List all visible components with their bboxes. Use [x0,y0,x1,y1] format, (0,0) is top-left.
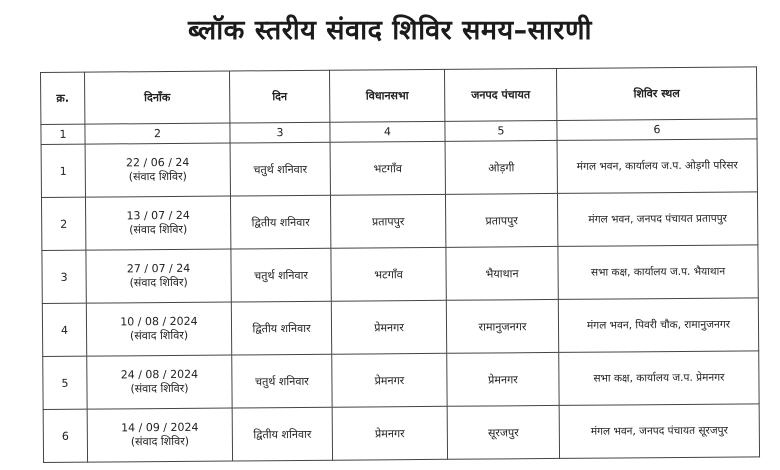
header-cell: दिनाँक [85,71,230,124]
day-cell: द्वितीय शनिवार [232,407,332,461]
vidhansabha-cell: प्रतापपुर [330,194,445,248]
column-number: 1 [41,124,85,144]
date: 27 / 07 / 24 [126,261,191,276]
header-cell: विधानसभा [329,69,444,122]
column-number: 4 [330,121,445,142]
header-cell: शिविर स्थल [556,67,756,121]
venue-cell: सभा कक्ष, कार्यालय ज.प. प्रेमनगर [559,351,759,406]
date-note: (संवाद शिविर) [129,328,189,343]
serial-number: 4 [42,303,86,356]
serial-number: 3 [42,250,86,303]
janpad-cell: रामानुजनगर [446,299,558,353]
vidhansabha-cell: प्रेमनगर [332,406,447,460]
janpad-cell: प्रेमनगर [447,352,559,406]
date: 13 / 07 / 24 [126,208,190,223]
table-row [43,404,759,463]
table-row [41,192,757,251]
date-cell [85,196,230,250]
table-row [42,245,758,304]
schedule-table [40,66,760,463]
venue-cell: मंगल भवन, पिवरी चौक, रामानुजनगर [558,298,758,353]
venue-cell: सभा कक्ष, कार्यालय ज.प. भैयाथान [558,245,758,300]
day-cell: चतुर्थ शनिवार [230,142,330,196]
serial-number: 1 [41,144,85,197]
date-cell [86,302,231,356]
venue-cell: मंगल भवन, जनपद पंचायत प्रतापपुर [557,192,757,247]
janpad-cell: ओड़गी [445,140,557,194]
date-note: (संवाद शिविर) [130,381,189,396]
column-number: 2 [85,123,230,144]
serial-number: 6 [43,409,87,462]
day-cell: चतुर्थ शनिवार [232,354,332,408]
date: 22 / 06 / 24 [125,155,190,170]
janpad-cell: भैयाथान [446,246,558,300]
date: 24 / 08 / 2024 [120,367,199,382]
date-cell [86,249,231,303]
table-row [41,139,757,198]
vidhansabha-cell: भटगाँव [331,247,446,301]
column-number: 5 [445,120,557,141]
date: 14 / 09 / 2024 [121,420,199,435]
date-note: (संवाद शिविर) [130,434,190,449]
date-note: (संवाद शिविर) [128,169,187,184]
vidhansabha-cell: प्रेमनगर [331,300,446,354]
serial-number: 5 [43,356,87,409]
column-number: 6 [557,119,757,141]
date-cell [85,143,230,197]
date-note: (संवाद शिविर) [129,275,188,290]
table-row [43,351,759,410]
vidhansabha-cell: भटगाँव [330,141,445,195]
serial-number: 2 [41,197,85,250]
table-row [42,298,758,357]
janpad-cell: सूरजपुर [447,405,559,459]
date: 10 / 08 / 2024 [120,314,198,329]
venue-cell: मंगल भवन, कार्यालय ज.प. ओड़गी परिसर [557,139,757,194]
header-cell: जनपद पंचायत [444,68,556,121]
header-cell: दिन [229,70,329,123]
date-cell [87,355,232,409]
day-cell: द्वितीय शनिवार [231,301,331,355]
page-title: ब्लॉक स्तरीय संवाद शिविर समय–सारणी [188,15,592,46]
header-row [41,67,757,125]
header-cell: क्र. [41,72,85,124]
date-note: (संवाद शिविर) [129,222,188,237]
day-cell: चतुर्थ शनिवार [231,248,331,302]
schedule-sheet [40,66,759,464]
venue-cell: मंगल भवन, जनपद पंचायत सूरजपुर [559,404,759,459]
vidhansabha-cell: प्रेमनगर [332,353,447,407]
column-number: 3 [230,122,330,143]
day-cell: द्वितीय शनिवार [230,195,330,249]
date-cell [87,408,232,462]
janpad-cell: प्रतापपुर [445,193,557,247]
